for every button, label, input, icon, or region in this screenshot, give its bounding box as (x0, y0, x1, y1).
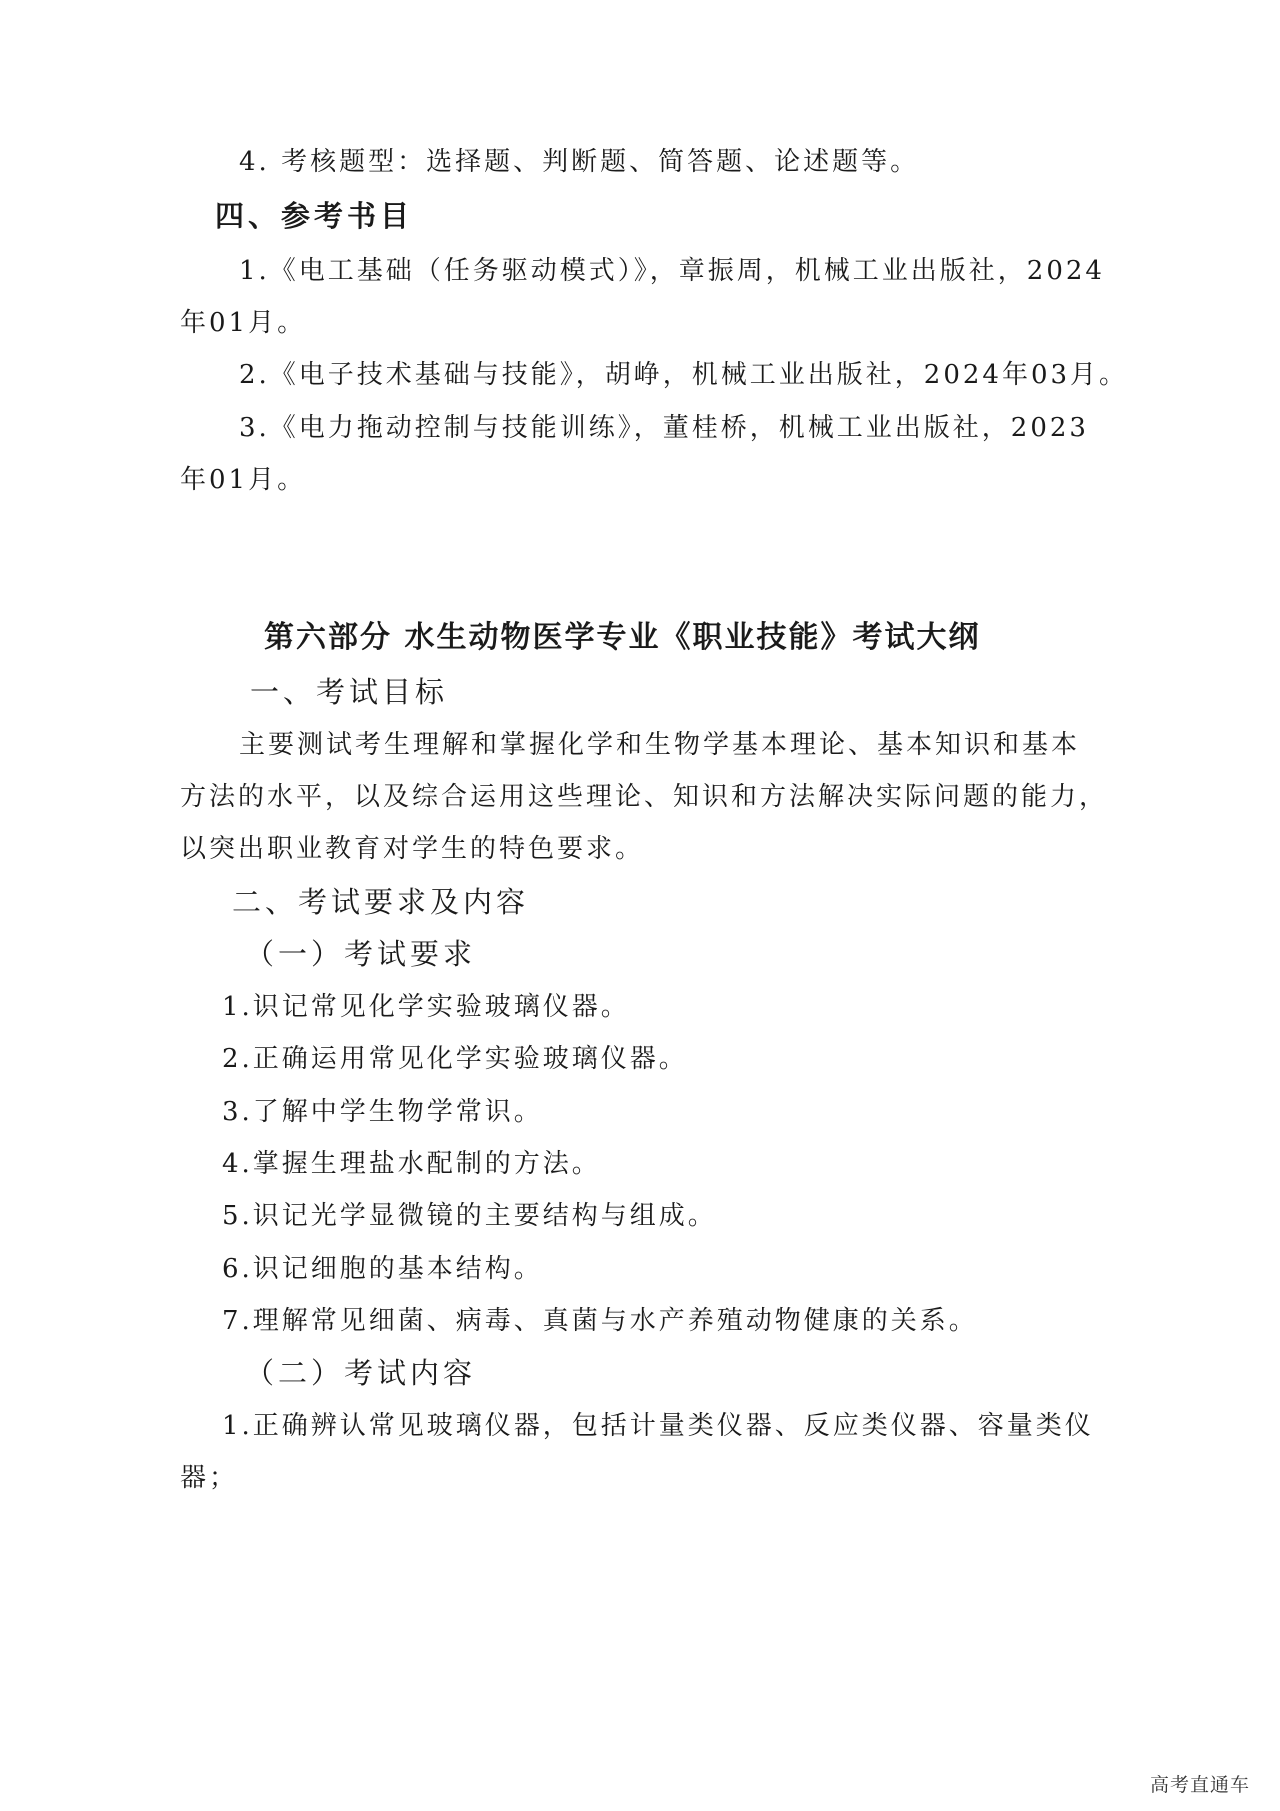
exam-question-types: 4. 考核题型：选择题、判断题、简答题、论述题等。 (239, 147, 920, 177)
requirement-item: 3.了解中学生物学常识。 (222, 1097, 543, 1127)
requirement-item: 7.理解常见细菌、病毒、真菌与水产养殖动物健康的关系。 (222, 1306, 978, 1336)
requirement-item: 6.识记细胞的基本结构。 (222, 1254, 543, 1284)
requirement-item: 2.正确运用常见化学实验玻璃仪器。 (222, 1044, 688, 1074)
requirement-item: 4.掌握生理盐水配制的方法。 (222, 1149, 601, 1179)
subheading-content: （二）考试内容 (245, 1356, 477, 1390)
requirement-item: 5.识记光学显微镜的主要结构与组成。 (222, 1201, 717, 1231)
requirement-item: 1.识记常见化学实验玻璃仪器。 (222, 992, 630, 1022)
part-title: 第六部分 水生动物医学专业《职业技能》考试大纲 (264, 620, 981, 655)
reference-line: 2.《电子技术基础与技能》，胡峥，机械工业出版社，2024年03月。 (239, 360, 1129, 390)
section-heading-references: 四、参考书目 (215, 199, 414, 233)
reference-line: 年01月。 (180, 465, 307, 495)
content-item: 器； (180, 1463, 239, 1493)
section-heading-goal: 一、考试目标 (250, 675, 449, 709)
subheading-requirements: （一）考试要求 (245, 937, 477, 971)
content-item: 1.正确辨认常见玻璃仪器，包括计量类仪器、反应类仪器、容量类仪 (222, 1411, 1094, 1441)
reference-line: 年01月。 (180, 308, 307, 338)
watermark: 高考直通车 (1149, 1774, 1250, 1796)
reference-line: 1.《电工基础（任务驱动模式）》，章振周，机械工业出版社，2024 (239, 256, 1105, 286)
goal-paragraph-line: 以突出职业教育对学生的特色要求。 (180, 834, 645, 864)
goal-paragraph-line: 主要测试考生理解和掌握化学和生物学基本理论、基本知识和基本 (239, 730, 1081, 760)
goal-paragraph-line: 方法的水平，以及综合运用这些理论、知识和方法解决实际问题的能力， (180, 782, 1109, 812)
section-heading-requirements: 二、考试要求及内容 (232, 885, 530, 919)
reference-line: 3.《电力拖动控制与技能训练》，董桂桥，机械工业出版社，2023 (239, 413, 1089, 443)
